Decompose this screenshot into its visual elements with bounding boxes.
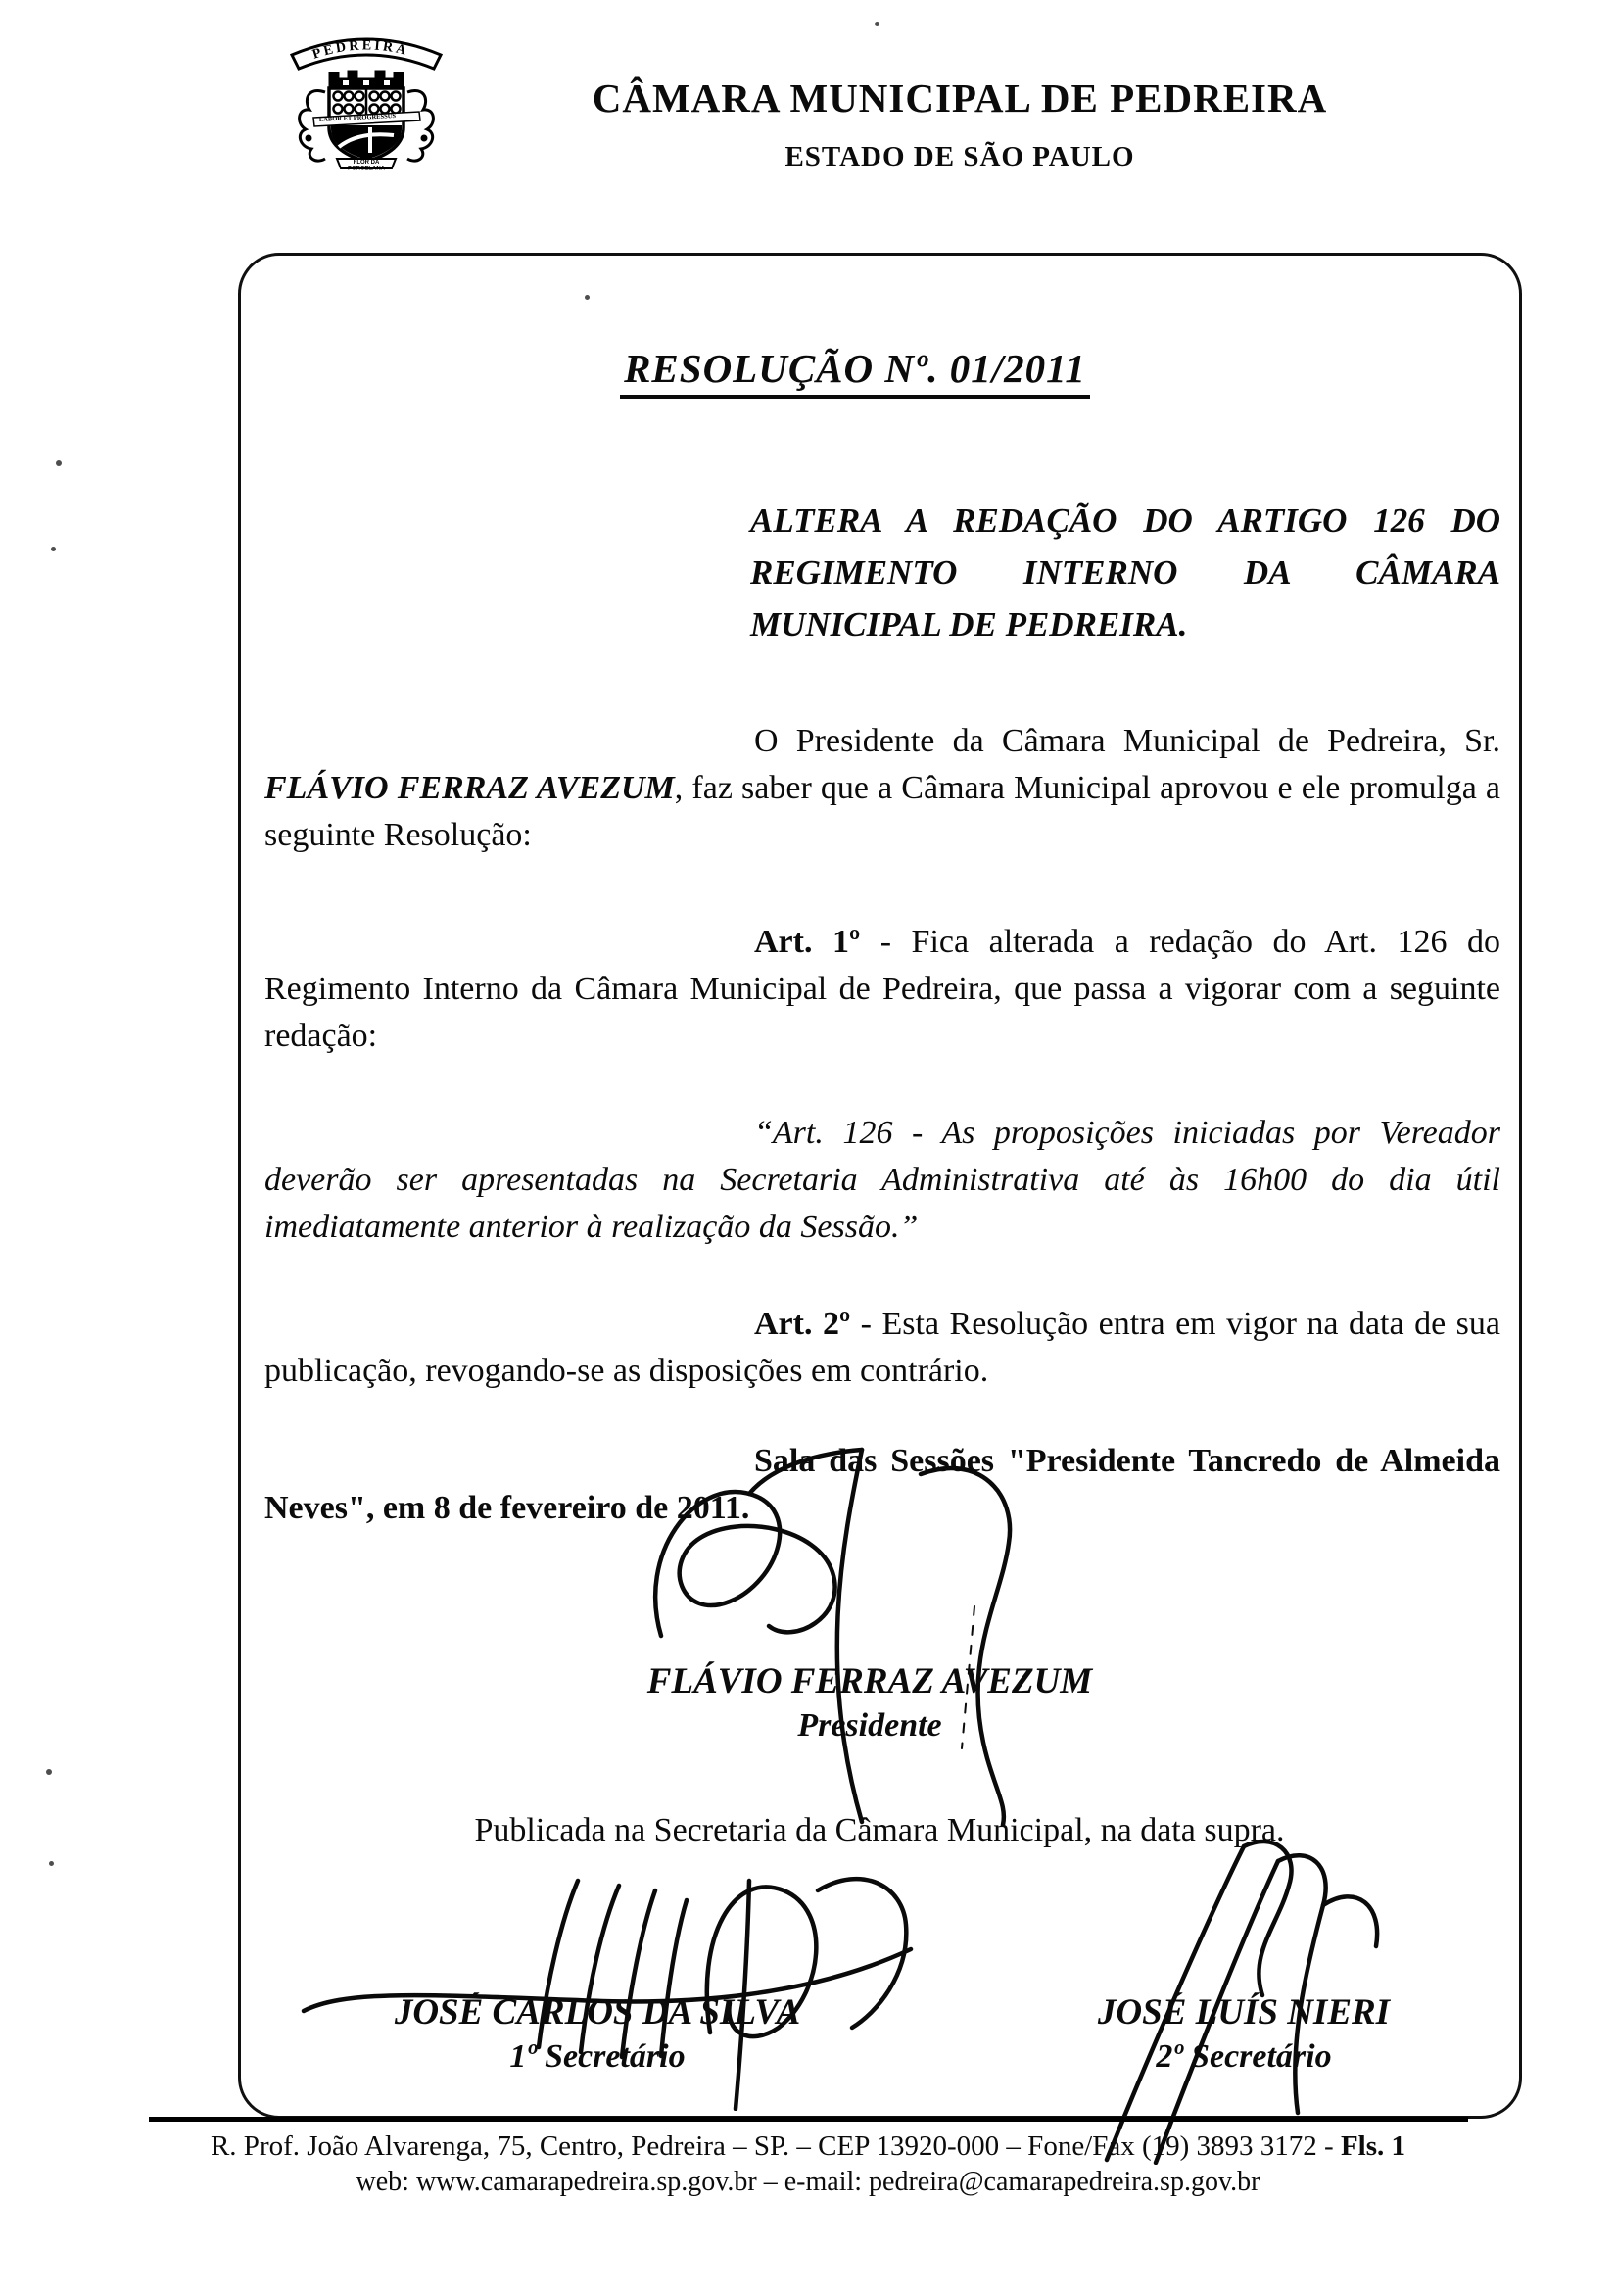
article-1-paragraph: [264, 919, 1500, 1060]
crest-motto-text: LABOR ET PROGRESSUS: [318, 112, 397, 123]
article-1-label: Art. 1º: [754, 924, 861, 960]
article-2-paragraph: [264, 1301, 1500, 1395]
footer-rule: [149, 2117, 1468, 2122]
scan-speck: [51, 547, 56, 551]
article-2-label: Art. 2º: [754, 1306, 851, 1342]
letterhead: [411, 76, 1508, 173]
footer-address: [147, 2128, 1469, 2165]
scan-speck: [875, 22, 879, 26]
footer-page-ref: Fls. 1: [1340, 2130, 1406, 2162]
crest-banner-text: PEDREIRA: [310, 38, 410, 63]
second-secretary-name: JOSÉ LUÍS NIERI: [1097, 1992, 1391, 2033]
publication-note: Publicada na Secretaria da Câmara Municipal, na data supra.: [474, 1812, 1285, 1848]
footer: [147, 2128, 1469, 2200]
resolution-title-wrap: [238, 345, 1472, 399]
first-secretary-role: 1º Secretário: [509, 2038, 686, 2075]
article-2-text: - Esta Resolução entra em vigor na data de sua publicação, revogando-se as disposições em contrário.: [264, 1306, 1500, 1389]
preamble-paragraph: [264, 718, 1500, 859]
footer-web: web: www.camarapedreira.sp.gov.br – e-mail: pedreira@camarapedreira.sp.gov.br: [356, 2167, 1260, 2197]
resolution-summary: ALTERA A REDAÇÃO DO ARTIGO 126 DO REGIMENTO INTERNO DA CÂMARA MUNICIPAL DE PEDREIRA.: [750, 502, 1500, 644]
president-signature-block: [238, 1659, 1501, 1747]
first-secretary-block: [323, 1990, 872, 2079]
second-secretary-role: 2º Secretário: [1156, 2038, 1332, 2075]
article-1-text: - Fica alterada a redação do Art. 126 do Regimento Interno da Câmara Municipal de Pedreira, que passa a vigorar com a seguinte redação:: [264, 924, 1500, 1054]
preamble-after-name: , faz saber que a Câmara Municipal aprovou e ele promulga a seguinte Resolução:: [264, 770, 1501, 853]
enactment-paragraph: Sala das Sessões "Presidente Tancredo de Almeida Neves", em 8 de fevereiro de 2011.: [264, 1443, 1500, 1526]
state-name: ESTADO DE SÃO PAULO: [784, 141, 1135, 172]
quoted-article-paragraph: “Art. 126 - As proposições iniciadas por Vereador deverão ser apresentadas na Secretaria Administrativa até às 16h00 do dia útil imediatamente anterior à realização da Sessão.”: [264, 1115, 1500, 1245]
crest-ribbon-line1: FLOR DA: [353, 160, 380, 166]
scan-speck: [46, 1769, 52, 1775]
president-name: FLÁVIO FERRAZ AVEZUM: [646, 1661, 1093, 1701]
footer-address-text: R. Prof. João Alvarenga, 75, Centro, Pedreira – SP. – CEP 13920-000 – Fone/Fax (19) 3893 3172 -: [210, 2130, 1341, 2162]
preamble-before-name: O Presidente da Câmara Municipal de Pedreira, Sr.: [754, 723, 1500, 759]
president-name-inline: FLÁVIO FERRAZ AVEZUM: [264, 770, 675, 806]
first-secretary-name: JOSÉ CARLOS DA SILVA: [394, 1992, 801, 2033]
scan-speck: [56, 460, 62, 466]
crest-ribbon-line2: PORCELANA: [347, 166, 386, 170]
resolution-title: RESOLUÇÃO Nº. 01/2011: [620, 345, 1090, 399]
scan-speck: [49, 1861, 54, 1866]
second-secretary-block: [1048, 1990, 1440, 2079]
org-name: CÂMARA MUNICIPAL DE PEDREIRA: [592, 75, 1328, 120]
president-role: Presidente: [797, 1707, 942, 1744]
